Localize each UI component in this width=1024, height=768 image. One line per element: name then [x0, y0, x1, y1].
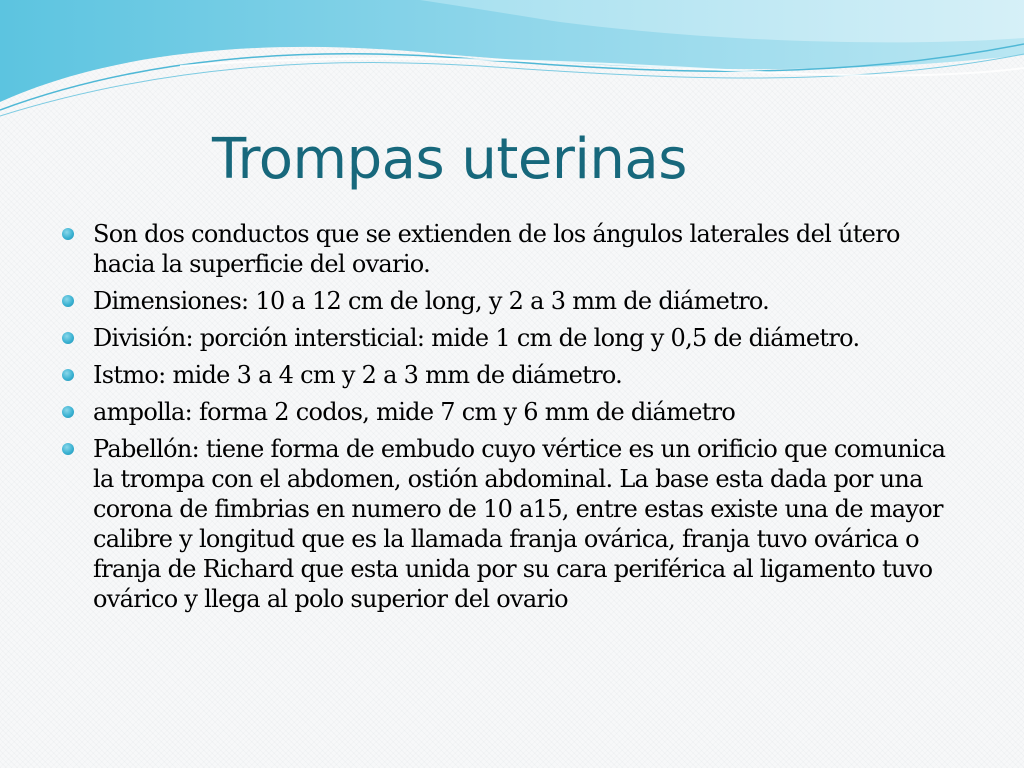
- bullet-icon: [62, 332, 74, 344]
- bullet-item: [62, 286, 962, 316]
- bullet-item: [62, 397, 962, 427]
- bullet-text: Son dos conductos que se extienden de los ángulos laterales del útero hacia la superficie del ovario.: [93, 220, 900, 278]
- bullet-icon: [62, 228, 74, 240]
- bullet-icon: [62, 443, 74, 455]
- header-wave-decoration: [0, 0, 1024, 130]
- slide-title: Trompas uterinas: [212, 127, 687, 192]
- bullet-text: División: porción intersticial: mide 1 cm de long y 0,5 de diámetro.: [93, 324, 860, 352]
- bullet-text: Pabellón: tiene forma de embudo cuyo vértice es un orificio que comunica la trompa con el abdomen, ostión abdominal. La base esta dada por una corona de fimbrias en numero de 10 a15, entre estas existe una de mayor calibre y longitud que es la llamada franja ovárica, franja tuvo ovárica o franja de Richard que esta unida por su cara periférica al ligamento tuvo ovárico y llega al polo superior del ovario: [93, 435, 946, 613]
- bullet-icon: [62, 369, 74, 381]
- bullet-icon: [62, 406, 74, 418]
- bullet-item: [62, 219, 962, 279]
- bullet-item: [62, 434, 962, 614]
- bullet-text: Dimensiones: 10 a 12 cm de long, y 2 a 3 mm de diámetro.: [93, 287, 770, 315]
- bullet-list: [62, 219, 962, 621]
- bullet-text: ampolla: forma 2 codos, mide 7 cm y 6 mm de diámetro: [93, 398, 736, 426]
- bullet-item: [62, 323, 962, 353]
- bullet-icon: [62, 295, 74, 307]
- bullet-item: [62, 360, 962, 390]
- bullet-text: Istmo: mide 3 a 4 cm y 2 a 3 mm de diámetro.: [93, 361, 623, 389]
